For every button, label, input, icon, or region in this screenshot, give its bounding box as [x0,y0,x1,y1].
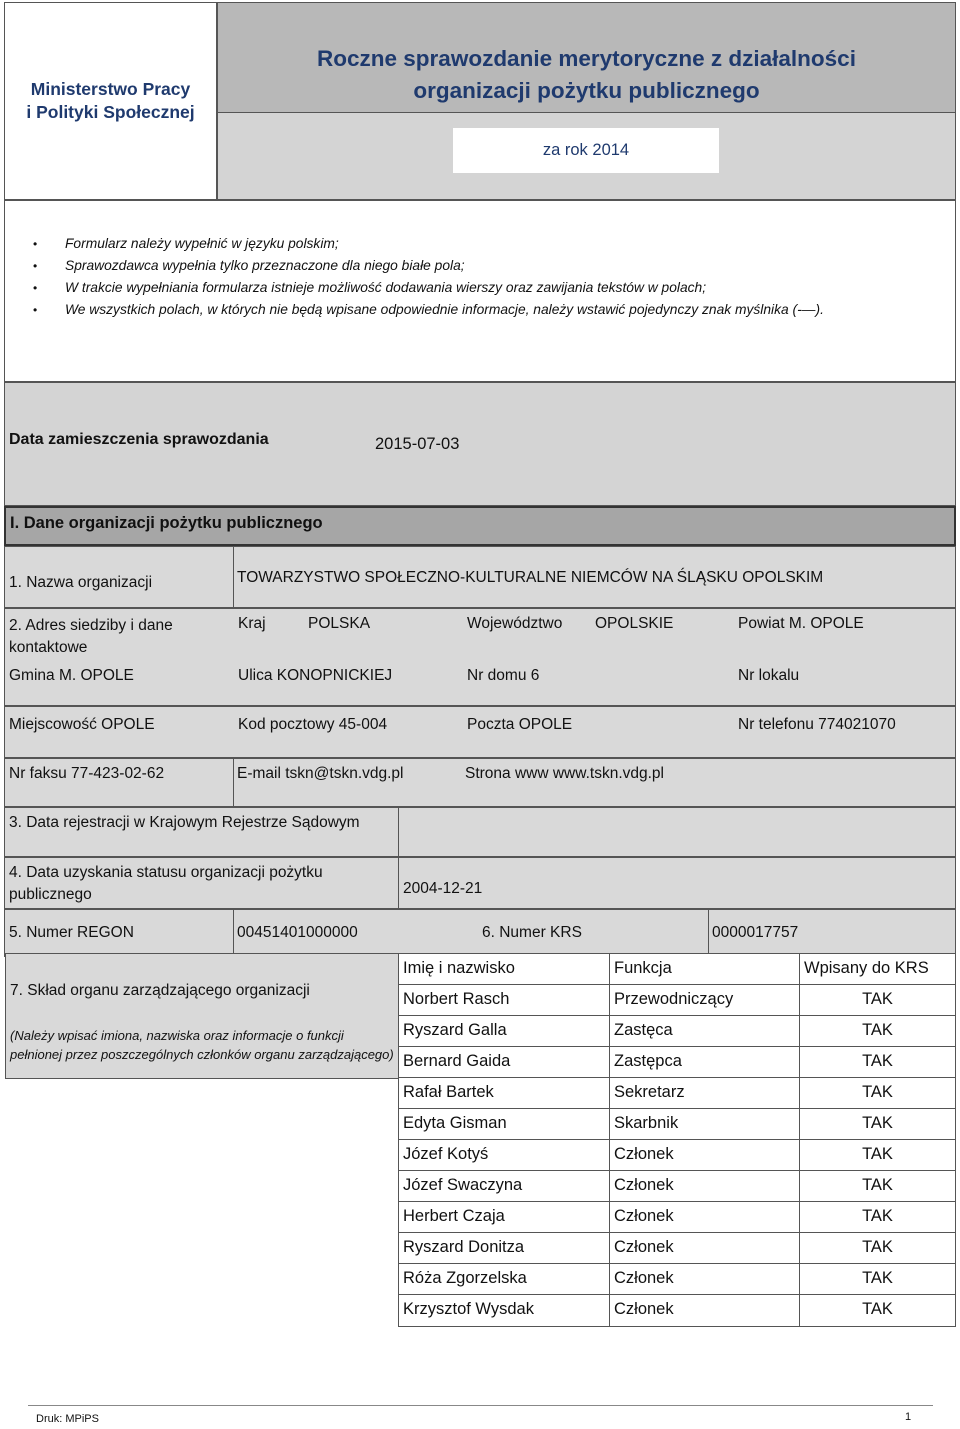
address-label [9,615,173,659]
instruction-item: • Formularz należy wypełnić w języku polskim; [33,233,824,255]
krs-label: 6. Numer KRS [482,924,582,941]
board-member-krs: TAK [799,1015,956,1047]
board-member-name: Józef Swaczyna [398,1170,610,1202]
publication-date-section [4,382,956,506]
board-member-function: Zastęca [609,1015,800,1047]
wojewodztwo-label: Województwo [467,615,563,632]
board-member-name: Edyta Gisman [398,1108,610,1140]
instruction-item: • We wszystkich polach, w których nie będą wpisane odpowiednie informacje, należy wstawić pojedynczy znak myślnika (-—). [33,299,824,321]
poczta-field: Poczta OPOLE [467,716,573,733]
address-label-line2: kontaktowe [9,639,88,656]
telefon-field: Nr telefonu 774021070 [738,716,896,733]
ministry-line1: Ministerstwo Pracy [30,79,191,100]
gmina-field: Gmina M. OPOLE [9,667,134,684]
www-cell [462,758,956,807]
regon-value: 00451401000000 [237,924,358,941]
footer-divider [28,1405,933,1406]
board-header-name: Imię i nazwisko [398,953,610,985]
gmina-row [4,658,956,706]
board-member-name: Norbert Rasch [398,984,610,1016]
page-number: 1 [905,1411,912,1423]
instructions-list [33,233,824,321]
title-box [217,2,956,113]
nr-domu-field: Nr domu 6 [467,667,540,684]
kraj-value: POLSKA [308,615,371,632]
status-label-line2: publicznego [9,886,92,903]
board-member-name: Rafał Bartek [398,1077,610,1109]
board-member-krs: TAK [799,1201,956,1233]
title-line2: organizacji pożytku publicznego [413,77,760,103]
board-header-function: Funkcja [609,953,800,985]
miejscowosc-field: Miejscowość OPOLE [9,716,155,733]
title-line1: Roczne sprawozdanie merytoryczne z działalności [317,46,856,71]
status-label [9,862,323,906]
address-row [4,608,956,658]
board-member-krs: TAK [799,1077,956,1109]
publication-date-value: 2015-07-03 [375,435,460,453]
miejscowosc-row [4,706,956,758]
board-member-function: Zastępca [609,1046,800,1078]
krs-label-cell [478,909,709,957]
kraj-label: Kraj [238,615,266,632]
org-name-label-cell [4,546,234,608]
board-note-line2: pełnionej przez poszczególnych członków organu zarządzającego) [10,1047,394,1062]
board-member-name: Róża Zgorzelska [398,1263,610,1295]
kod-pocztowy-field: Kod pocztowy 45-004 [238,716,388,733]
board-note-line1: (Należy wpisać imiona, nazwiska oraz informacje o funkcji [10,1028,344,1043]
ministry-box [4,2,217,200]
ministry-line2: i Polityki Społecznej [26,102,195,122]
publication-date-label: Data zamieszczenia sprawozdania [9,431,269,448]
email-field: E-mail tskn@tskn.vdg.pl [237,765,404,782]
faks-cell [4,758,234,807]
ulica-field: Ulica KONOPNICKIEJ [238,667,393,684]
board-member-krs: TAK [799,1263,956,1295]
org-name-value: TOWARZYSTWO SPOŁECZNO-KULTURALNE NIEMCÓW NA ŚLĄSKU OPOLSKIM [237,569,824,586]
board-header-krs: Wpisany do KRS [799,953,956,985]
powiat-field: Powiat M. OPOLE [738,615,864,632]
instructions-box [4,200,956,382]
board-member-function: Członek [609,1139,800,1171]
board-member-name: Ryszard Donitza [398,1232,610,1264]
board-member-krs: TAK [799,1232,956,1264]
board-note [10,1026,394,1064]
nr-lokalu-field: Nr lokalu [738,667,800,684]
board-member-function: Członek [609,1232,800,1264]
section-title: I. Dane organizacji pożytku publicznego [4,506,956,546]
board-member-krs: TAK [799,1170,956,1202]
email-cell [233,758,463,807]
board-member-name: Krzysztof Wysdak [398,1294,610,1327]
board-label-cell [5,953,399,1079]
board-member-function: Członek [609,1170,800,1202]
board-member-function: Skarbnik [609,1108,800,1140]
board-member-name: Herbert Czaja [398,1201,610,1233]
krs-reg-value-cell [398,807,956,857]
board-member-function: Sekretarz [609,1077,800,1109]
krs-reg-label: 3. Data rejestracji w Krajowym Rejestrze Sądowym [9,814,360,831]
regon-label: 5. Numer REGON [9,924,134,941]
org-name-cell [233,546,956,608]
status-value: 2004-12-21 [403,880,483,897]
board-member-krs: TAK [799,1294,956,1327]
footer-print: Druk: MPiPS [36,1413,99,1425]
board-member-function: Członek [609,1201,800,1233]
board-label: 7. Skład organu zarządzającego organizacji [10,982,310,999]
board-member-krs: TAK [799,1108,956,1140]
board-member-name: Ryszard Galla [398,1015,610,1047]
www-field: Strona www www.tskn.vdg.pl [465,765,664,782]
krs-reg-label-cell [4,807,399,857]
instruction-item: • Sprawozdawca wypełnia tylko przeznaczone dla niego białe pola; [33,255,824,277]
status-value-cell [398,857,956,909]
board-member-krs: TAK [799,1139,956,1171]
krs-value: 0000017757 [712,924,799,941]
instruction-item: • W trakcie wypełniania formularza istnieje możliwość dodawania wierszy oraz zawijania tekstów w polach; [33,277,824,299]
board-member-function: Członek [609,1263,800,1295]
address-label-line1: 2. Adres siedziby i dane [9,617,173,634]
faks-field: Nr faksu 77-423-02-62 [9,765,165,782]
year-field: za rok 2014 [453,128,719,173]
board-member-function: Przewodniczący [609,984,800,1016]
board-member-function: Członek [609,1294,800,1327]
board-member-krs: TAK [799,984,956,1016]
wojewodztwo-value: OPOLSKIE [595,615,674,632]
board-member-name: Bernard Gaida [398,1046,610,1078]
regon-value-cell [233,909,479,957]
board-member-krs: TAK [799,1046,956,1078]
krs-value-cell [708,909,956,957]
org-name-label: 1. Nazwa organizacji [9,574,153,591]
status-label-cell [4,857,399,909]
status-label-line1: 4. Data uzyskania statusu organizacji pożytku [9,864,323,881]
regon-label-cell [4,909,234,957]
board-member-name: Józef Kotyś [398,1139,610,1171]
